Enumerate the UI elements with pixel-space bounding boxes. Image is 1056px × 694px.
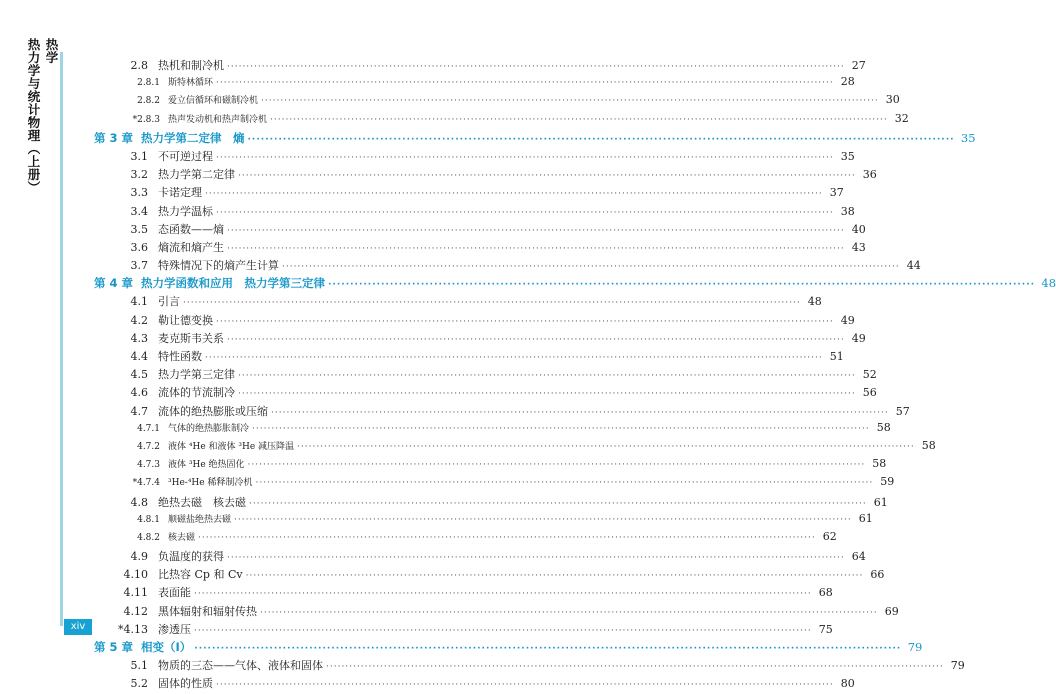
toc-leader-dots: ································································································································································	[238, 171, 856, 182]
toc-entry-number: 3.7	[130, 259, 148, 273]
toc-entry-number: 4.3	[130, 331, 148, 345]
toc-entry-title: 相变（Ⅰ）	[141, 640, 192, 654]
toc-entry-number: *2.8.3	[132, 114, 160, 125]
toc-leader-dots: ································································································································································	[261, 96, 879, 107]
toc-entry-number: 3.5	[130, 222, 148, 236]
toc-entry-page: 48	[807, 295, 822, 309]
toc-leader-dots: ································································································································································	[234, 514, 852, 525]
toc-entry-title: 绝热去磁 核去磁	[158, 495, 246, 509]
toc-entry-number: 4.7	[130, 404, 148, 418]
toc-section-entry[interactable]	[110, 203, 855, 221]
toc-chapter-entry[interactable]	[94, 639, 923, 657]
toc-entry-number: 4.1	[130, 295, 148, 309]
toc-section-entry[interactable]	[110, 148, 855, 166]
toc-subsection-entry[interactable]	[110, 75, 855, 93]
toc-entry-title: 流体的节流制冷	[158, 386, 235, 400]
toc-entry-number: 4.2	[130, 313, 148, 327]
toc-entry-number: 3.6	[130, 240, 148, 254]
toc-entry-number: 4.7.3	[137, 460, 160, 471]
toc-leader-dots: ································································································································································	[297, 441, 915, 452]
toc-leader-dots: ································································································································································	[270, 114, 888, 125]
toc-entry-page: 69	[884, 604, 899, 618]
toc-entry-number: 4.8.2	[137, 532, 160, 543]
toc-leader-dots: ································································································································································	[216, 78, 834, 89]
toc-entry-number: 5.1	[130, 659, 148, 673]
toc-leader-dots: ································································································································································	[247, 134, 955, 145]
toc-leader-dots: ································································································································································	[216, 152, 834, 163]
toc-entry-title: 热机和制冷机	[158, 59, 224, 72]
toc-entry-page: 75	[818, 622, 833, 636]
toc-entry-title: 比热容 Cp 和 Cv	[158, 568, 243, 582]
toc-entry-number: 4.10	[123, 568, 148, 582]
toc-section-entry[interactable]	[110, 257, 921, 275]
toc-leader-dots: ································································································································································	[260, 607, 878, 618]
toc-leader-dots: ································································································································································	[255, 478, 874, 489]
toc-entry-page: 79	[950, 659, 965, 673]
toc-entry-number: 3.2	[130, 168, 148, 182]
toc-entry-page: 59	[880, 475, 895, 489]
toc-entry-number: 4.11	[123, 586, 148, 600]
toc-entry-title: 气体的绝热膨胀制冷	[168, 423, 250, 434]
toc-entry-page: 61	[858, 511, 873, 525]
toc-entry-number: 4.12	[123, 604, 148, 618]
toc-leader-dots: ································································································································································	[238, 389, 856, 400]
toc-section-entry[interactable]	[110, 584, 833, 602]
running-head-subject: 热学	[44, 38, 59, 64]
toc-entry-title: 热力学第二定律 熵	[141, 130, 245, 145]
toc-leader-dots: ································································································································································	[227, 62, 845, 72]
toc-entry-page: 32	[894, 111, 909, 125]
toc-entry-title: 卡诺定理	[158, 186, 202, 200]
toc-chapter-entry[interactable]	[94, 130, 976, 148]
toc-leader-dots: ································································································································································	[247, 460, 866, 471]
toc-entry-title: 不可逆过程	[158, 149, 213, 163]
toc-leader-dots: ································································································································································	[198, 532, 816, 543]
toc-leader-dots: ································································································································································	[238, 371, 856, 382]
toc-entry-title: 负温度的获得	[158, 550, 224, 564]
toc-leader-dots: ································································································································································	[194, 589, 812, 600]
toc-entry-title: 麦克斯韦关系	[158, 331, 224, 345]
toc-entry-title: 爱立信循环和磁制冷机	[168, 96, 259, 107]
toc-section-entry[interactable]	[110, 57, 866, 75]
toc-entry-title: 引言	[158, 295, 180, 309]
toc-entry-number: 4.7.1	[137, 423, 160, 434]
toc-entry-page: 64	[851, 550, 866, 564]
toc-leader-dots: ································································································································································	[271, 407, 889, 418]
toc-entry-title: 特性函数	[158, 350, 202, 363]
toc-entry-title: 液体 ³He 绝热固化	[168, 460, 245, 471]
toc-entry-title: 物质的三态——气体、液体和固体	[158, 659, 323, 673]
toc-entry-number: *4.13	[118, 622, 148, 636]
table-of-contents	[94, 57, 1056, 694]
toc-entry-number: 4.4	[130, 350, 148, 363]
toc-entry-title: 熵流和熵产生	[158, 240, 224, 254]
toc-entry-page: 58	[876, 420, 891, 434]
toc-section-entry[interactable]	[110, 566, 885, 584]
toc-entry-page: 27	[851, 59, 866, 72]
toc-section-entry[interactable]	[110, 239, 866, 257]
toc-section-entry[interactable]	[110, 657, 965, 675]
toc-entry-page: 68	[818, 586, 833, 600]
toc-entry-page: 51	[829, 350, 844, 363]
toc-entry-title: 热力学温标	[158, 204, 213, 218]
toc-subsection-entry[interactable]	[110, 93, 900, 111]
toc-entry-page: 35	[960, 130, 976, 145]
toc-entry-title: ³He-⁴He 稀释制冷机	[168, 478, 253, 489]
toc-entry-number: 4.8.1	[137, 514, 160, 525]
toc-leader-dots: ································································································································································	[205, 189, 823, 200]
toc-entry-number: 4.7.2	[137, 441, 160, 452]
toc-entry-page: 56	[862, 386, 877, 400]
toc-leader-dots: ································································································································································	[227, 243, 845, 254]
toc-entry-page: 80	[840, 677, 855, 691]
toc-entry-page: 49	[851, 331, 866, 345]
toc-leader-dots: ································································································································································	[183, 298, 801, 309]
toc-leader-dots: ································································································································································	[194, 625, 812, 636]
page-number: xiv	[64, 619, 92, 635]
toc-entry-title: 流体的绝热膨胀或压缩	[158, 404, 268, 418]
toc-entry-title: 态函数——熵	[158, 222, 224, 236]
toc-entry-number: 2.8.1	[137, 78, 160, 89]
toc-entry-number: 3.4	[130, 204, 148, 218]
toc-entry-title: 核去磁	[168, 532, 196, 543]
toc-entry-title: 斯特林循环	[168, 78, 214, 89]
toc-entry-page: 28	[840, 75, 855, 89]
toc-entry-page: 40	[851, 222, 866, 236]
toc-section-entry[interactable]	[110, 348, 844, 366]
toc-entry-page: 38	[840, 204, 855, 218]
toc-section-entry[interactable]	[110, 366, 877, 384]
toc-subsection-entry[interactable]	[110, 111, 909, 130]
toc-entry-title: 黑体辐射和辐射传热	[158, 604, 257, 618]
toc-subsection-entry[interactable]	[110, 420, 891, 439]
toc-entry-title: 顺磁盐绝热去磁	[168, 514, 232, 525]
toc-entry-number: 4.8	[130, 495, 148, 509]
toc-leader-dots: ································································································································································	[252, 423, 870, 434]
toc-chapter-entry[interactable]	[94, 275, 1056, 293]
toc-entry-page: 35	[840, 149, 855, 163]
toc-leader-dots: ································································································································································	[227, 553, 845, 564]
toc-entry-page: 58	[921, 438, 936, 452]
toc-entry-page: 62	[822, 529, 837, 543]
toc-section-entry[interactable]	[110, 330, 866, 348]
toc-entry-number: 第 4 章	[94, 276, 134, 291]
toc-subsection-entry[interactable]	[110, 475, 895, 493]
toc-entry-title: 固体的性质	[158, 677, 213, 691]
toc-entry-page: 36	[862, 168, 877, 182]
toc-entry-page: 49	[840, 313, 855, 327]
toc-entry-number: 5.2	[130, 677, 148, 691]
toc-leader-dots: ································································································································································	[249, 498, 867, 509]
toc-leader-dots: ································································································································································	[328, 280, 1036, 291]
toc-entry-title: 热力学第三定律	[158, 368, 235, 382]
spine	[0, 0, 62, 660]
toc-entry-title: 热力学函数和应用 热力学第三定律	[141, 276, 326, 291]
toc-leader-dots: ································································································································································	[282, 262, 900, 273]
toc-leader-dots: ································································································································································	[216, 680, 834, 691]
toc-subsection-entry[interactable]	[110, 529, 837, 548]
toc-section-entry[interactable]	[110, 403, 910, 421]
toc-entry-page: 30	[885, 93, 900, 107]
toc-section-entry[interactable]	[110, 221, 866, 239]
spine-accent-bar	[60, 52, 63, 626]
toc-section-entry[interactable]	[110, 293, 822, 311]
toc-entry-number: 4.9	[130, 550, 148, 564]
toc-entry-title: 热声发动机和热声制冷机	[168, 114, 268, 125]
toc-subsection-entry[interactable]	[110, 438, 936, 457]
toc-leader-dots: ································································································································································	[194, 644, 902, 654]
toc-entry-page: 37	[829, 186, 844, 200]
toc-entry-page: 44	[906, 259, 921, 273]
toc-subsection-entry[interactable]	[110, 511, 873, 530]
toc-entry-page: 66	[870, 568, 885, 582]
toc-entry-number: 3.1	[130, 149, 148, 163]
toc-entry-page: 52	[862, 368, 877, 382]
toc-entry-title: 特殊情况下的熵产生计算	[158, 259, 279, 273]
toc-leader-dots: ································································································································································	[227, 225, 845, 236]
toc-entry-title: 热力学第二定律	[158, 168, 235, 182]
toc-leader-dots: ································································································································································	[326, 662, 944, 673]
toc-entry-number: 2.8	[130, 59, 148, 72]
toc-entry-page: 79	[907, 640, 923, 654]
toc-entry-number: 第 5 章	[94, 640, 134, 654]
toc-entry-title: 渗透压	[158, 622, 191, 636]
toc-section-entry[interactable]	[110, 166, 877, 184]
toc-entry-number: 第 3 章	[94, 130, 134, 145]
toc-leader-dots: ································································································································································	[205, 353, 823, 363]
toc-section-entry[interactable]	[110, 312, 855, 330]
running-head	[26, 38, 60, 194]
toc-entry-number: 3.3	[130, 186, 148, 200]
toc-section-entry[interactable]	[110, 184, 844, 202]
toc-entry-page: 57	[895, 404, 910, 418]
toc-entry-page: 58	[872, 457, 887, 471]
toc-entry-number: 2.8.2	[137, 96, 160, 107]
toc-section-entry[interactable]	[110, 384, 877, 402]
toc-section-entry[interactable]	[110, 621, 833, 639]
toc-subsection-entry[interactable]	[110, 457, 887, 475]
toc-section-entry[interactable]	[110, 548, 866, 566]
toc-entry-number: *4.7.4	[132, 478, 160, 489]
toc-leader-dots: ································································································································································	[227, 334, 845, 345]
running-head-book-title: 热力学与统计物理（上册）	[26, 38, 41, 194]
toc-entry-page: 48	[1041, 276, 1056, 291]
toc-section-entry[interactable]	[110, 603, 899, 621]
toc-entry-number: 4.6	[130, 386, 148, 400]
toc-entry-title: 勒让德变换	[158, 313, 213, 327]
toc-leader-dots: ································································································································································	[216, 207, 834, 218]
toc-leader-dots: ································································································································································	[216, 316, 834, 327]
toc-section-entry[interactable]	[110, 494, 888, 512]
toc-entry-page: 43	[851, 240, 866, 254]
toc-section-entry[interactable]	[110, 675, 855, 693]
toc-entry-title: 液体 ⁴He 和液体 ³He 减压降温	[168, 441, 295, 452]
toc-entry-page: 61	[873, 495, 888, 509]
toc-entry-number: 4.5	[130, 368, 148, 382]
toc-leader-dots: ································································································································································	[245, 571, 864, 582]
toc-entry-title: 表面能	[158, 586, 191, 600]
